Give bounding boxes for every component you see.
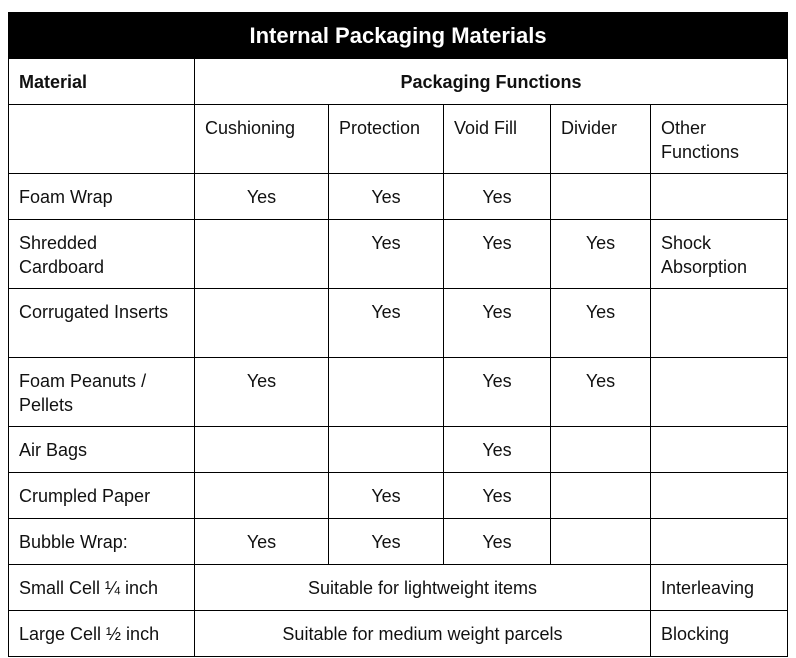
function-cell: Yes	[444, 289, 551, 358]
material-cell: Air Bags	[9, 427, 195, 473]
column-header: Cushioning	[195, 105, 329, 174]
table-row	[9, 358, 788, 427]
header-row	[9, 59, 788, 105]
function-cell	[651, 174, 788, 220]
function-cell	[195, 289, 329, 358]
table-row	[9, 473, 788, 519]
function-cell	[651, 473, 788, 519]
function-cell: Yes	[329, 473, 444, 519]
function-cell: Yes	[195, 174, 329, 220]
function-cell: Yes	[195, 358, 329, 427]
function-cell	[329, 358, 444, 427]
column-header: Divider	[551, 105, 651, 174]
table-row	[9, 289, 788, 358]
packaging-materials-table	[8, 12, 788, 657]
function-cell: Yes	[551, 358, 651, 427]
function-cell: Shock Absorption	[651, 220, 788, 289]
function-cell: Yes	[329, 289, 444, 358]
title-row	[9, 13, 788, 59]
material-header: Material	[9, 59, 195, 105]
table-row	[9, 427, 788, 473]
table-row	[9, 565, 788, 611]
table-row	[9, 174, 788, 220]
material-cell: Small Cell ¼ inch	[9, 565, 195, 611]
material-cell: Foam Peanuts / Pellets	[9, 358, 195, 427]
functions-header: Packaging Functions	[195, 59, 788, 105]
column-header: Protection	[329, 105, 444, 174]
material-cell: Bubble Wrap:	[9, 519, 195, 565]
suitability-note: Suitable for lightweight items	[195, 565, 651, 611]
function-cell	[195, 220, 329, 289]
other-function-cell: Interleaving	[651, 565, 788, 611]
function-cell: Yes	[444, 174, 551, 220]
column-header-row	[9, 105, 788, 174]
function-cell: Yes	[444, 358, 551, 427]
function-cell	[551, 427, 651, 473]
column-header: Void Fill	[444, 105, 551, 174]
material-cell: Crumpled Paper	[9, 473, 195, 519]
material-cell: Shredded Cardboard	[9, 220, 195, 289]
material-cell: Foam Wrap	[9, 174, 195, 220]
function-cell: Yes	[329, 519, 444, 565]
column-header: Other Functions	[651, 105, 788, 174]
function-cell	[651, 289, 788, 358]
function-cell	[195, 427, 329, 473]
function-cell	[551, 519, 651, 565]
function-cell: Yes	[551, 220, 651, 289]
empty-header-cell	[9, 105, 195, 174]
table-row	[9, 611, 788, 657]
function-cell: Yes	[444, 220, 551, 289]
function-cell	[195, 473, 329, 519]
other-function-cell: Blocking	[651, 611, 788, 657]
table-title: Internal Packaging Materials	[9, 13, 788, 59]
function-cell	[551, 174, 651, 220]
function-cell	[551, 473, 651, 519]
suitability-note: Suitable for medium weight parcels	[195, 611, 651, 657]
function-cell	[651, 358, 788, 427]
function-cell: Yes	[551, 289, 651, 358]
function-cell: Yes	[444, 519, 551, 565]
function-cell	[651, 427, 788, 473]
table-row	[9, 220, 788, 289]
material-cell: Corrugated Inserts	[9, 289, 195, 358]
function-cell: Yes	[329, 220, 444, 289]
function-cell	[329, 427, 444, 473]
material-cell: Large Cell ½ inch	[9, 611, 195, 657]
function-cell: Yes	[195, 519, 329, 565]
function-cell: Yes	[329, 174, 444, 220]
function-cell	[651, 519, 788, 565]
function-cell: Yes	[444, 427, 551, 473]
table-row	[9, 519, 788, 565]
function-cell: Yes	[444, 473, 551, 519]
